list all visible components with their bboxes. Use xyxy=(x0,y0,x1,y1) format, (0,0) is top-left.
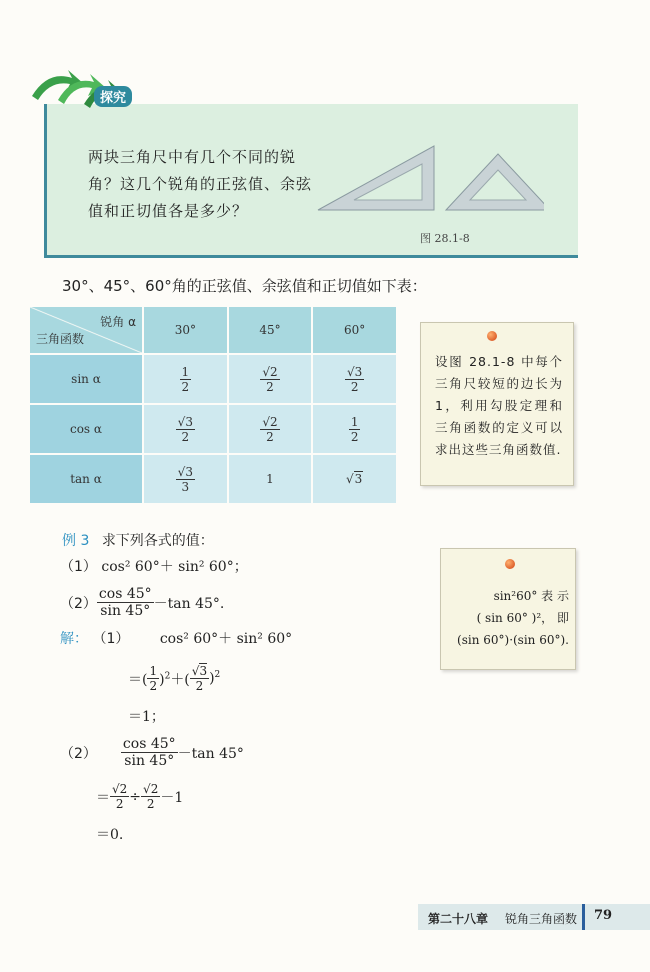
table-cell: $\frac{√2}{2}$ xyxy=(228,404,313,454)
table-cell: $\frac{√3}{2}$ xyxy=(312,354,397,404)
example-title: 求下列各式的值： xyxy=(101,533,214,549)
fraction-numerator: cos 45° xyxy=(98,586,152,602)
table-cell: $\frac{√3}{3}$ xyxy=(143,454,228,504)
item-number: （1） xyxy=(60,559,97,575)
fraction-denominator: sin 45° xyxy=(100,603,151,619)
solution1-result: ＝1； xyxy=(128,709,165,725)
solution2-step: ＝ $\frac{√2}{2}$ ÷ $\frac{√2}{2}$ －1 xyxy=(96,782,184,811)
angle-header: 30° xyxy=(143,306,228,354)
item2-tail: －tan 45°. xyxy=(153,595,225,612)
corner-bottom-label: 三角函数 xyxy=(36,332,85,346)
solution1-step2: ＝( $\frac{1}{2}$ )$^2$＋( $\frac{√3}{2}$ )$^2$ xyxy=(128,664,221,693)
sticky-note-hint xyxy=(420,322,574,486)
table-cell: $\frac{1}{2}$ xyxy=(143,354,228,404)
example-label: 例 3 xyxy=(62,533,90,549)
figure-caption: 图 28.1-8 xyxy=(420,232,470,245)
angle-header: 45° xyxy=(228,306,313,354)
table-cell: 1 xyxy=(228,454,313,504)
table-cell: $\frac{√2}{2}$ xyxy=(228,354,313,404)
fraction-denominator: sin 45° xyxy=(124,753,175,769)
note-text: sin²60° 表 示 ( sin 60° )²， 即 (sin 60°)·(sin 60°). xyxy=(457,589,569,647)
table-intro: 30°、45°、60°角的正弦值、余弦值和正切值如下表： xyxy=(62,277,427,295)
angle-header: 60° xyxy=(312,306,397,354)
item-number: （1） xyxy=(92,631,130,647)
explore-badge-label: 探究 xyxy=(94,86,132,107)
footer-chapter: 第二十八章 xyxy=(428,912,489,926)
table-cell: √3 xyxy=(312,454,397,504)
corner-top-label: 锐角 α xyxy=(100,315,136,329)
triangle-rulers-figure xyxy=(314,140,544,220)
row-label: sin α xyxy=(29,354,143,404)
item1-expression: cos² 60°＋ sin² 60°； xyxy=(101,559,248,575)
explore-question: 两块三角尺中有几个不同的锐角？这几个锐角的正弦值、余弦值和正切值各是多少？ xyxy=(88,148,313,220)
trig-values-table xyxy=(28,305,398,505)
solution2-result: ＝0. xyxy=(96,827,124,843)
footer-divider xyxy=(582,904,585,930)
row-label: tan α xyxy=(29,454,143,504)
footer-title: 锐角三角函数 xyxy=(505,912,578,926)
item-number: （2） xyxy=(60,745,97,762)
table-cell: $\frac{1}{2}$ xyxy=(312,404,397,454)
solution2-tail: －tan 45° xyxy=(177,745,244,762)
note-text: 设图 28.1-8 中每个三角尺较短的边长为 1，利用勾股定理和三角函数的定义可以求出这些三角函数值. xyxy=(435,354,563,457)
item-number: （2） xyxy=(60,595,97,612)
fraction-numerator: cos 45° xyxy=(122,736,176,752)
solution1-expression: cos² 60°＋ sin² 60° xyxy=(159,631,293,647)
pushpin-icon xyxy=(487,331,497,341)
page-number: 79 xyxy=(594,908,613,923)
table-corner xyxy=(29,306,143,354)
sticky-note-sin-squared xyxy=(440,548,576,670)
explore-arrows-icon xyxy=(28,66,158,114)
table-cell: $\frac{√3}{2}$ xyxy=(143,404,228,454)
solution-label: 解： xyxy=(60,631,88,647)
pushpin-icon xyxy=(505,559,515,569)
row-label: cos α xyxy=(29,404,143,454)
